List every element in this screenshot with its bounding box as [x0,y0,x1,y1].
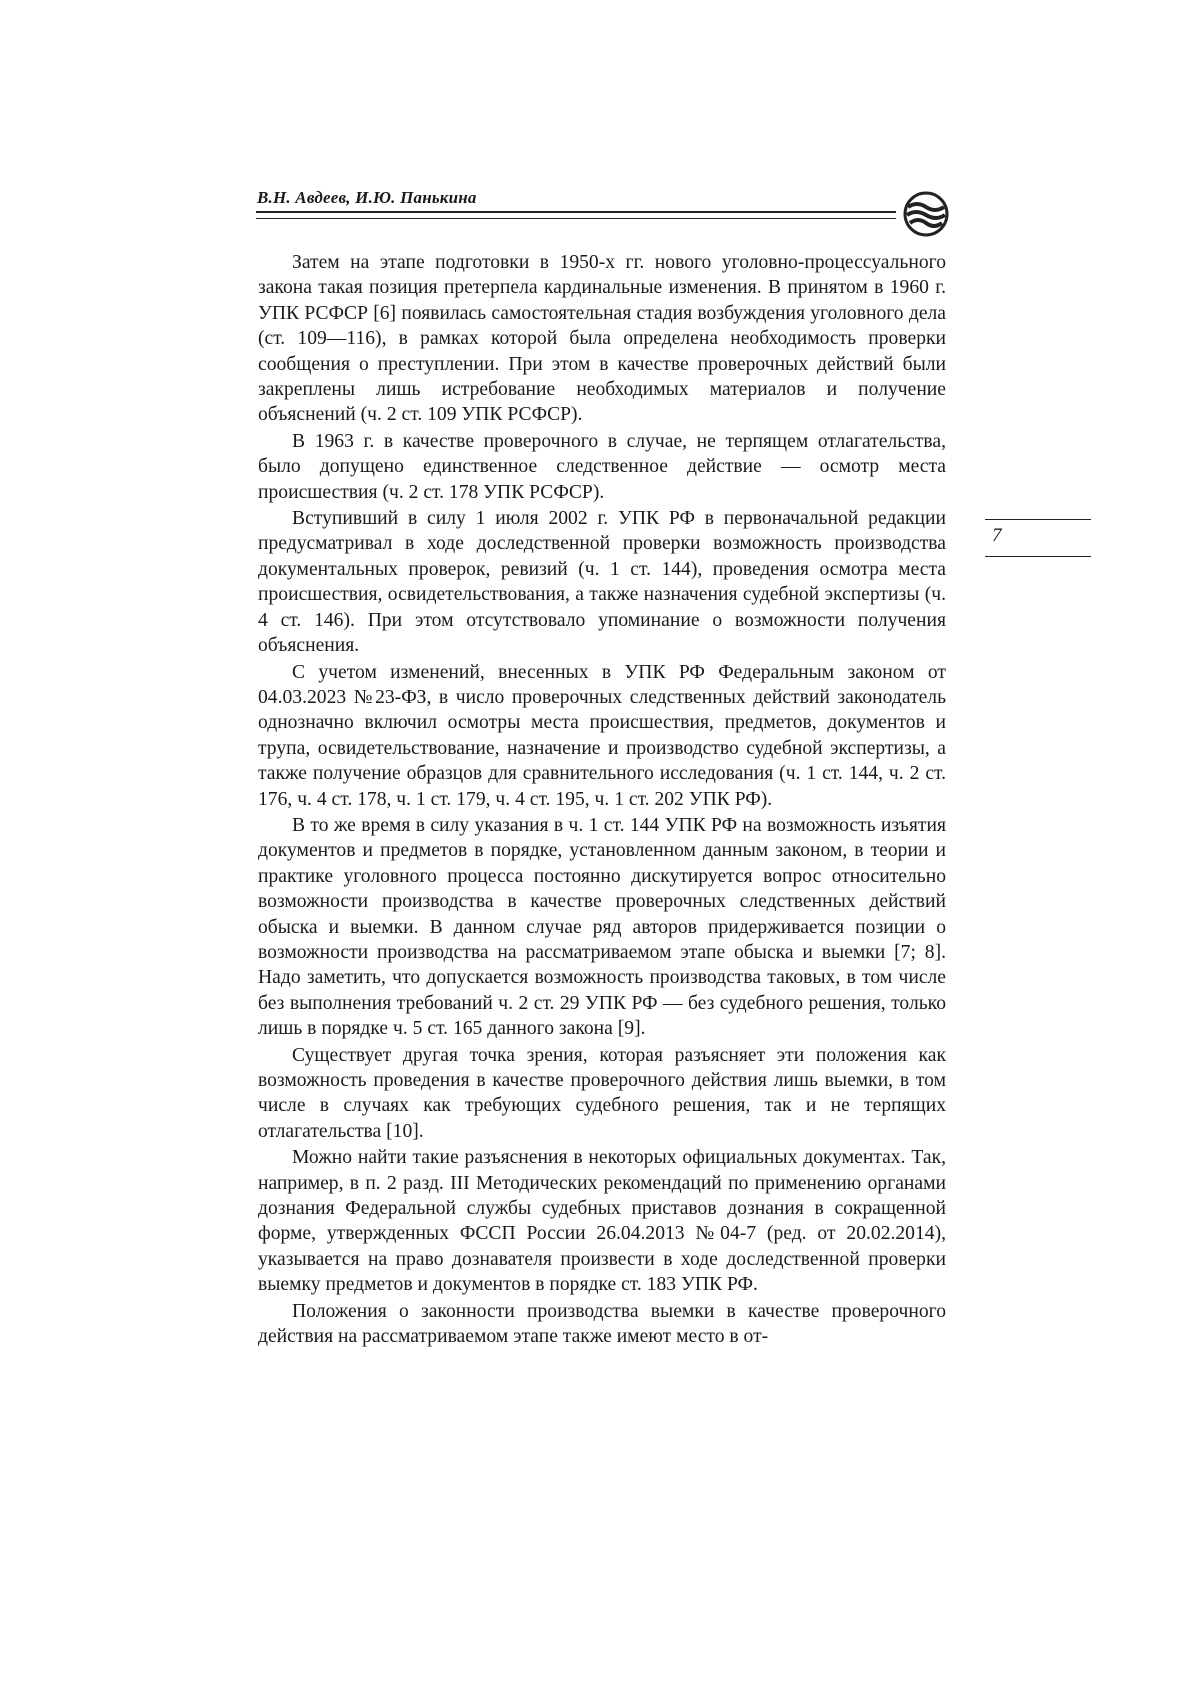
paragraph: В 1963 г. в качестве проверочного в случае, не терпящем отлагательства, было допущено единственное следственное действие — осмотр места происшествия (ч. 2 ст. 178 УПК РСФСР). [258,430,946,503]
header-rule [256,211,896,219]
paragraph: Можно найти такие разъяснения в некоторых официальных документах. Так, например, в п. 2 разд. III Методических рекомендаций по применению органами дознания Федеральной службы судебных приставов дознания в сокращенной форме, утвержденных ФССП России 26.04.2013 №04-7 (ред. от 20.02.2014), указывается на право дознавателя произвести в ходе доследственной проверки выемку предметов и документов в порядке ст. 183 УПК РФ. [258,1147,946,1296]
paragraph: Затем на этапе подготовки в 1950-х гг. нового уголовно-процессуального закона такая позиция претерпела кардинальные изменения. В принятом в 1960 г. УПК РСФСР [6] появилась самостоятельная стадия возбуждения уголовного дела (ст. 109—116), в рамках которой была определена необходимость проверки сообщения о преступлении. При этом в качестве проверочных действий были закреплены лишь истребование необходимых материалов и получение объяснений (ч. 2 ст. 109 УПК РСФСР). [258,252,946,426]
paragraph: С учетом изменений, внесенных в УПК РФ Федеральным законом от 04.03.2023 №23-ФЗ, в число проверочных следственных действий законодатель однозначно включил осмотры места происшествия, предметов, документов и трупа, освидетельствование, назначение и производство судебной экспертизы, а также получение образцов для сравнительного исследования (ч. 1 ст. 144, ч. 2 ст. 176, ч. 4 ст. 178, ч. 1 ст. 179, ч. 4 ст. 195, ч. 1 ст. 202 УПК РФ). [258,661,946,810]
paragraph: Положения о законности производства выемки в качестве проверочного действия на рассматриваемом этапе также имеют место в от- [258,1300,946,1348]
page-number: 7 [992,525,1002,546]
body-text [258,250,946,1350]
paragraph: В то же время в силу указания в ч. 1 ст. 144 УПК РФ на возможность изъятия документов и предметов в порядке, установленном данным законом, в теории и практике уголовного процесса постоянно дискутируется вопрос относительно возможности производства в качестве проверочных следственных действий обыска и выемки. В данном случае ряд авторов придерживается позиции о возможности производства на рассматриваемом этапе обыска и выемки [7; 8]. Надо заметить, что допускается возможность производства таковых, в том числе без выполнения требований ч. 2 ст. 29 УПК РФ — без судебного решения, только лишь в порядке ч. 5 ст. 165 данного закона [9]. [258,814,946,1040]
journal-wave-logo-icon [902,190,950,238]
page-number-box [985,519,1091,557]
running-header-authors: В.Н. Авдеев, И.Ю. Панькина [257,188,477,207]
paragraph: Существует другая точка зрения, которая разъясняет эти положения как возможность проведения в качестве проверочного действия лишь выемки, в том числе в случаях как требующих судебного решения, так и не терпящих отлагательства [10]. [258,1044,946,1142]
paragraph: Вступивший в силу 1 июля 2002 г. УПК РФ в первоначальной редакции предусматривал в ходе доследственной проверки возможность производства документальных проверок, ревизий (ч. 1 ст. 144), проведения осмотра места происшествия, освидетельствования, а также назначения судебной экспертизы (ч. 4 ст. 146). При этом отсутствовало упоминание о возможности получения объяснения. [258,508,946,657]
